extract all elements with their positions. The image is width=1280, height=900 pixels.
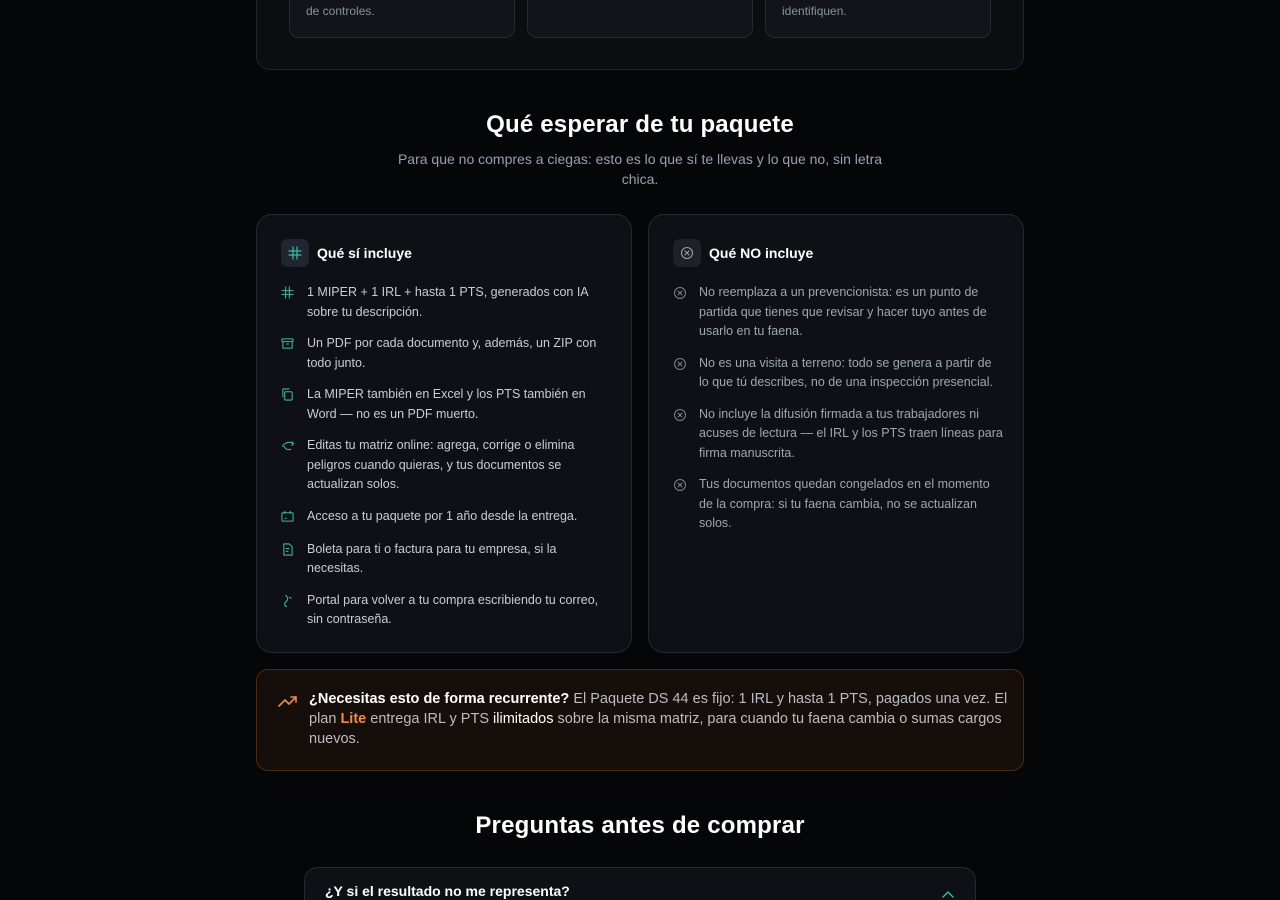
- hash-icon: [281, 283, 295, 322]
- callout-emphasis: ilimitados: [493, 711, 554, 727]
- section-subtitle: Para que no compres a ciegas: esto es lo que sí te llevas y lo que no, sin letra chica.: [397, 151, 883, 187]
- list-item-text: Tus documentos quedan congelados en el momento de la compra: si tu faena cambia, no se actualizan solos.: [699, 477, 990, 530]
- callout-text-1: El Paquete DS 44 es fijo: 1 IRL y hasta 1 PTS, pagados una vez. El plan: [309, 691, 1008, 727]
- receipt-icon: [281, 540, 295, 579]
- x-circle-icon: [673, 283, 687, 342]
- x-circle-icon: [673, 475, 687, 534]
- hash-icon: [281, 239, 309, 267]
- faq-item[interactable]: [304, 867, 976, 900]
- feature-card-text: de controles.: [306, 4, 375, 18]
- list-item-text: Boleta para ti o factura para tu empresa, si la necesitas.: [307, 541, 557, 575]
- x-circle-icon: [673, 239, 701, 267]
- list-item-text: Portal para volver a tu compra escribiendo tu correo, sin contraseña.: [307, 592, 599, 626]
- list-item: [281, 507, 611, 528]
- copy-icon: [281, 385, 295, 424]
- excludes-header: [673, 239, 813, 267]
- features-panel: [256, 0, 1024, 70]
- calendar-icon: [281, 507, 295, 528]
- list-item: [281, 334, 611, 373]
- list-item: [673, 405, 1003, 464]
- chevron-up-icon[interactable]: [941, 887, 955, 900]
- list-item: [673, 283, 1003, 342]
- callout-text-2: entrega IRL y PTS: [366, 711, 494, 727]
- list-item: [673, 354, 1003, 393]
- feature-card-text: identifiquen.: [782, 4, 847, 18]
- faq-title: Preguntas antes de comprar: [475, 812, 805, 839]
- excludes-title: Qué NO incluye: [709, 245, 814, 261]
- x-circle-icon: [673, 354, 687, 393]
- list-item: [281, 283, 611, 322]
- excludes-card: [648, 214, 1024, 653]
- archive-icon: [281, 334, 295, 373]
- recurring-callout: [256, 669, 1024, 771]
- excludes-list: [673, 283, 1003, 546]
- list-item-text: No es una visita a terreno: todo se genera a partir de lo que tú describes, no de una inspección presencial.: [699, 355, 993, 389]
- list-item: [281, 591, 611, 630]
- list-item-text: La MIPER también en Excel y los PTS también en Word — no es un PDF muerto.: [307, 387, 586, 421]
- list-item-text: 1 MIPER + 1 IRL + hasta 1 PTS, generados con IA sobre tu descripción.: [307, 285, 588, 319]
- feature-card: [765, 0, 991, 38]
- feature-card: [289, 0, 515, 38]
- list-item: [281, 385, 611, 424]
- list-item: [673, 475, 1003, 534]
- trending-up-icon: [278, 694, 298, 713]
- x-circle-icon: [673, 405, 687, 464]
- list-item-text: No incluye la difusión firmada a tus trabajadores ni acuses de lectura — el IRL y los PTS traen líneas para firma manuscrita.: [699, 406, 1003, 460]
- includes-header: [281, 239, 412, 267]
- lite-plan-link[interactable]: Lite: [340, 711, 367, 727]
- feature-card: [527, 0, 753, 38]
- callout-text: [309, 689, 1009, 749]
- list-item-text: Un PDF por cada documento y, además, un ZIP con todo junto.: [307, 336, 597, 370]
- list-item: [281, 540, 611, 579]
- list-item-text: Editas tu matriz online: agrega, corrige o elimina peligros cuando quieras, y tus documentos se actualizan solos.: [307, 438, 575, 491]
- callout-question: ¿Necesitas esto de forma recurrente?: [309, 691, 570, 707]
- refresh-icon: [281, 436, 295, 495]
- list-item-text: Acceso a tu paquete por 1 año desde la entrega.: [307, 508, 578, 523]
- key-icon: [281, 591, 295, 630]
- list-item-text: No reemplaza a un prevencionista: es un punto de partida que tienes que revisar y hacer tuyo antes de usarlo en tu faena.: [699, 285, 987, 338]
- includes-title: Qué sí incluye: [317, 245, 412, 261]
- faq-question: ¿Y si el resultado no me representa?: [325, 883, 570, 899]
- includes-list: [281, 283, 611, 642]
- list-item: [281, 436, 611, 495]
- includes-card: [256, 214, 632, 653]
- section-title: Qué esperar de tu paquete: [486, 111, 794, 138]
- callout-text-3: sobre la misma matriz, para cuando tu faena cambia o sumas cargos nuevos.: [309, 711, 1002, 747]
